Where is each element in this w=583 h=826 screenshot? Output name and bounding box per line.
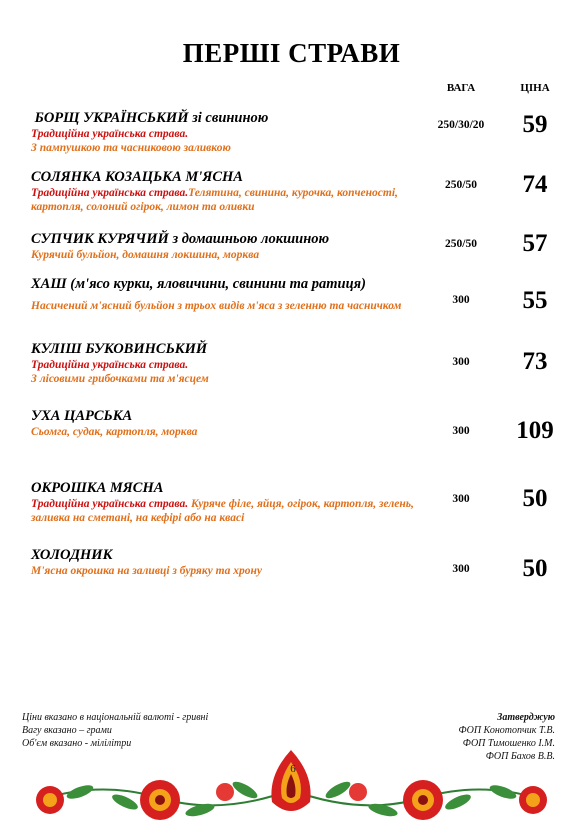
currency-note: Ціни вказано в національній валюті - гривні xyxy=(22,712,209,723)
item-description: Курячий бульйон, домашня локшина, морква xyxy=(31,249,260,261)
menu-item xyxy=(31,169,431,214)
menu-item xyxy=(31,480,431,525)
price-column-header: ЦІНА xyxy=(520,82,550,94)
item-description: М'ясна окрошка на заливці з буряку та хрону xyxy=(31,565,262,577)
item-name: ОКРОШКА МЯСНА xyxy=(31,480,164,496)
item-name: БОРЩ УКРАЇНСЬКИЙ зі свининою xyxy=(34,110,269,126)
item-weight: 250/50 xyxy=(445,238,477,250)
menu-item xyxy=(31,231,431,262)
item-price: 50 xyxy=(522,555,548,582)
item-name: УХА ЦАРСЬКА xyxy=(31,408,133,424)
item-price: 73 xyxy=(522,348,548,375)
item-name: ХАШ (м'ясо курки, яловичини, свинини та ратиця) xyxy=(31,276,366,292)
item-weight: 250/30/20 xyxy=(437,119,485,131)
item-name: КУЛІШ БУКОВИНСЬКИЙ xyxy=(31,341,208,357)
item-price: 57 xyxy=(522,230,548,257)
item-price: 50 xyxy=(522,485,548,512)
menu-item xyxy=(31,547,431,578)
approver-2: ФОП Тимошенко І.М. xyxy=(462,738,555,749)
item-name: СУПЧИК КУРЯЧИЙ з домашньою локшиною xyxy=(31,231,330,247)
menu-item xyxy=(31,276,431,313)
item-price: 74 xyxy=(522,171,548,198)
menu-item xyxy=(31,110,431,155)
page-number: 6 xyxy=(290,763,296,775)
item-price: 109 xyxy=(516,417,554,444)
item-weight: 300 xyxy=(452,294,470,306)
weight-column-header: ВАГА xyxy=(446,82,476,94)
item-price: 59 xyxy=(522,111,548,138)
item-description: Сьомга, судак, картопля, морква xyxy=(31,426,198,438)
item-weight: 300 xyxy=(452,563,470,575)
approver-1: ФОП Конотопчик Т.В. xyxy=(458,725,555,736)
item-weight: 300 xyxy=(452,425,470,437)
item-description: Насичений м'ясний бульйон з трьох видів м'яса з зеленню та часничком xyxy=(31,300,402,312)
item-weight: 300 xyxy=(452,493,470,505)
volume-note: Об'єм вказано - мілілітри xyxy=(22,738,132,749)
menu-item xyxy=(31,408,431,439)
floral-ornament-icon xyxy=(20,730,563,826)
approval-header: Затверджую xyxy=(497,712,555,723)
item-weight: 300 xyxy=(452,356,470,368)
menu-item xyxy=(31,341,431,386)
weight-note: Вагу вказано – грами xyxy=(22,725,112,736)
item-name: ХОЛОДНИК xyxy=(31,547,113,563)
item-description: Традиційна українська страва. З пампушкою та часниковою заливкою xyxy=(31,128,231,154)
page-title: ПЕРШІ СТРАВИ xyxy=(182,38,401,68)
item-description: Традиційна українська страва. З лісовими грибочками та м'ясцем xyxy=(31,359,209,385)
item-description: Традиційна українська страва.Телятина, свинина, курочка, копченості, картопля, солоний огірок, лимон та оливки xyxy=(31,187,398,213)
approver-3: ФОП Бахов В.В. xyxy=(485,751,555,762)
item-weight: 250/50 xyxy=(445,179,477,191)
item-name: СОЛЯНКА КОЗАЦЬКА М'ЯСНА xyxy=(31,169,243,185)
item-description: Традиційна українська страва. Куряче філе, яйця, огірок, картопля, зелень, заливка на сметані, на кефірі або на квасі xyxy=(31,498,414,524)
item-price: 55 xyxy=(522,287,548,314)
